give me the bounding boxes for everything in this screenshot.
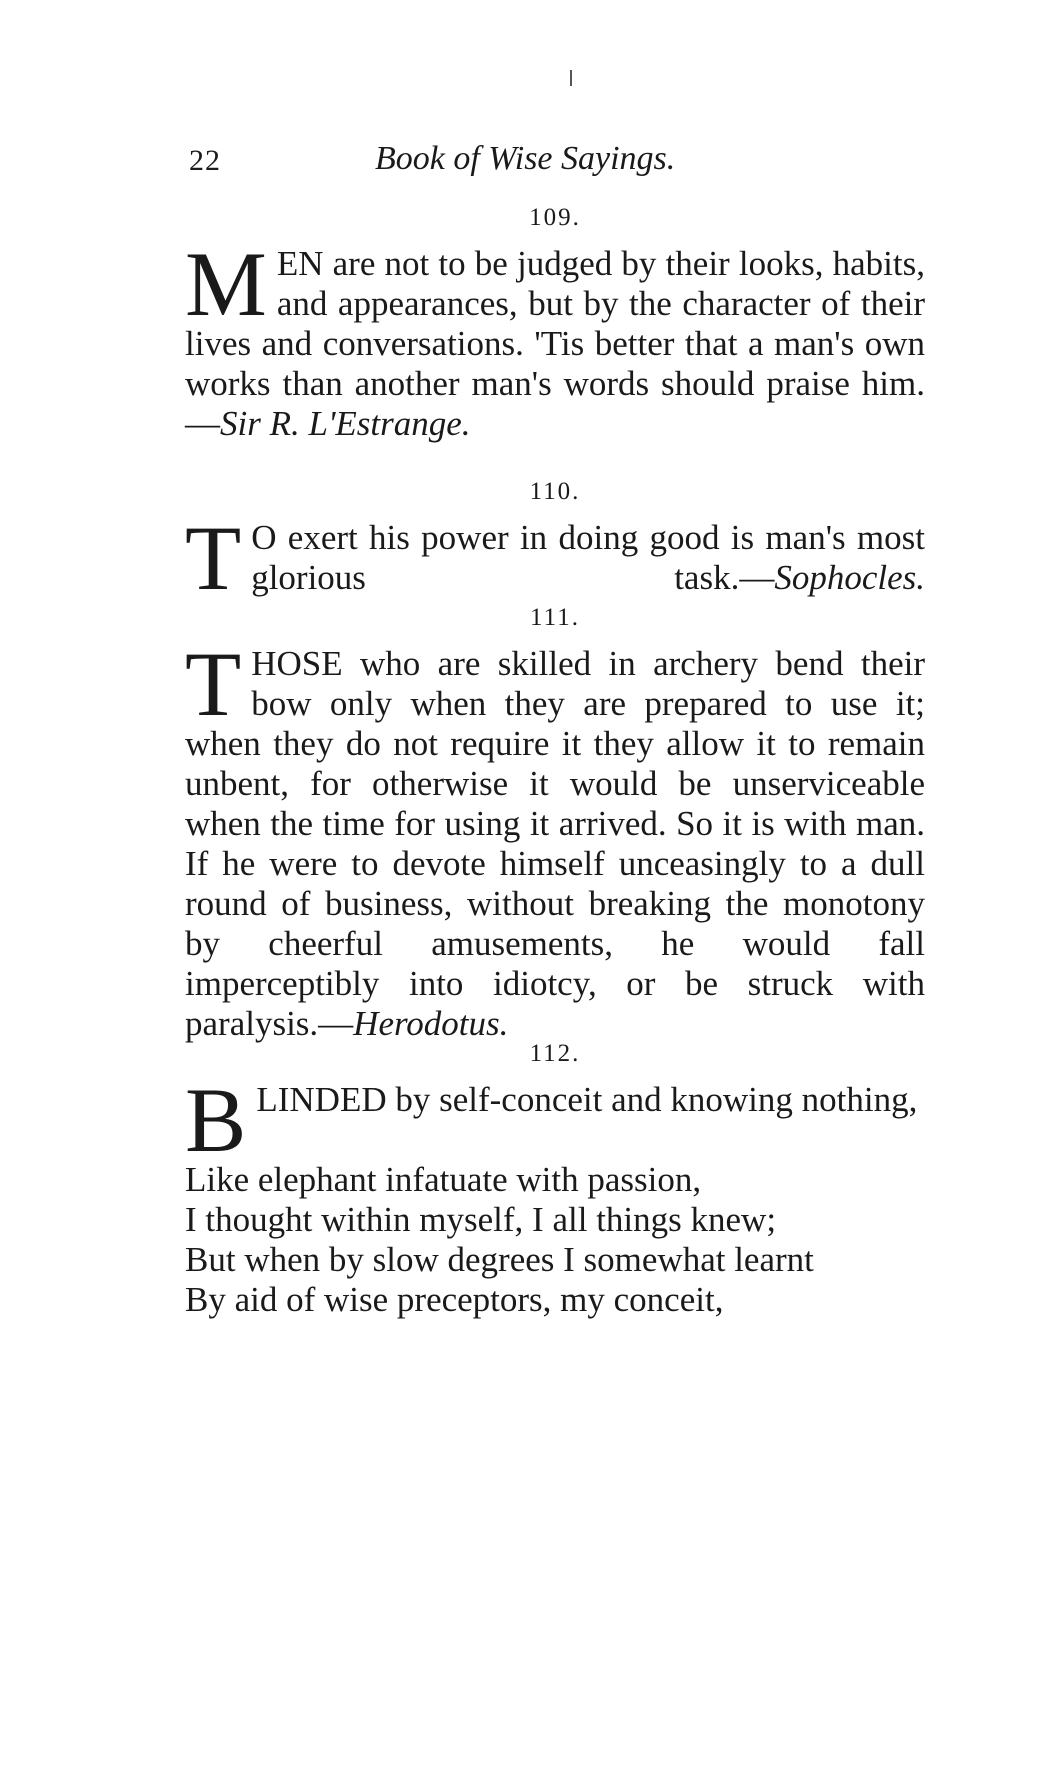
book-title: Book of Wise Sayings. xyxy=(375,140,676,177)
drop-cap: B xyxy=(185,1069,247,1171)
ink-mark xyxy=(570,70,572,86)
drop-cap: T xyxy=(185,633,242,735)
saying-attribution: Herodotus. xyxy=(353,1004,509,1043)
saying-number: 109. xyxy=(529,204,581,231)
saying-attribution: Sophocles. xyxy=(774,558,925,597)
saying-text xyxy=(185,233,925,444)
saying-text xyxy=(185,633,925,1044)
saying-number: 111. xyxy=(530,604,580,631)
running-head xyxy=(185,140,925,180)
verse-opening xyxy=(185,1069,925,1171)
verse-line: By aid of wise preceptors, my conceit, xyxy=(185,1280,724,1319)
saying-110 xyxy=(185,474,925,609)
saying-attribution: Sir R. L'Estrange. xyxy=(220,404,471,443)
drop-cap: M xyxy=(185,233,267,335)
drop-cap: T xyxy=(185,507,242,609)
saying-109 xyxy=(185,200,925,444)
saying-body: EN are not to be judged by their looks, habits, and appearances, but by the character of their lives and conversations. 'Tis better that a man's own works than another man's words should praise him.— xyxy=(185,244,925,443)
verse-line: I thought within myself, I all things knew; xyxy=(185,1200,777,1239)
saying-112 xyxy=(185,1036,925,1320)
page-number: 22 xyxy=(189,144,221,177)
saying-111 xyxy=(185,600,925,1044)
verse-line: But when by slow degrees I somewhat learnt xyxy=(185,1240,814,1279)
saying-number: 112. xyxy=(529,1040,581,1067)
saying-number: 110. xyxy=(529,478,581,505)
verse-first-line: LINDED by self-conceit and knowing nothing, xyxy=(256,1080,918,1119)
saying-body: HOSE who are skilled in archery bend their bow only when they are prepared to use it; when they do not require it they allow it to remain unbent, for otherwise it would be unserviceable when the time for using it arrived. So it is with man. If he were to devote himself unceasingly to a dull round of business, without breaking the monotony by cheerful amusements, he would fall imperceptibly into idiotcy, or be struck with paralysis.— xyxy=(185,644,925,1043)
saying-body: O exert his power in doing good is man's most glorious task.— xyxy=(251,518,925,597)
verse-line: Like elephant infatuate with passion, xyxy=(185,1160,702,1199)
saying-text xyxy=(185,507,925,609)
